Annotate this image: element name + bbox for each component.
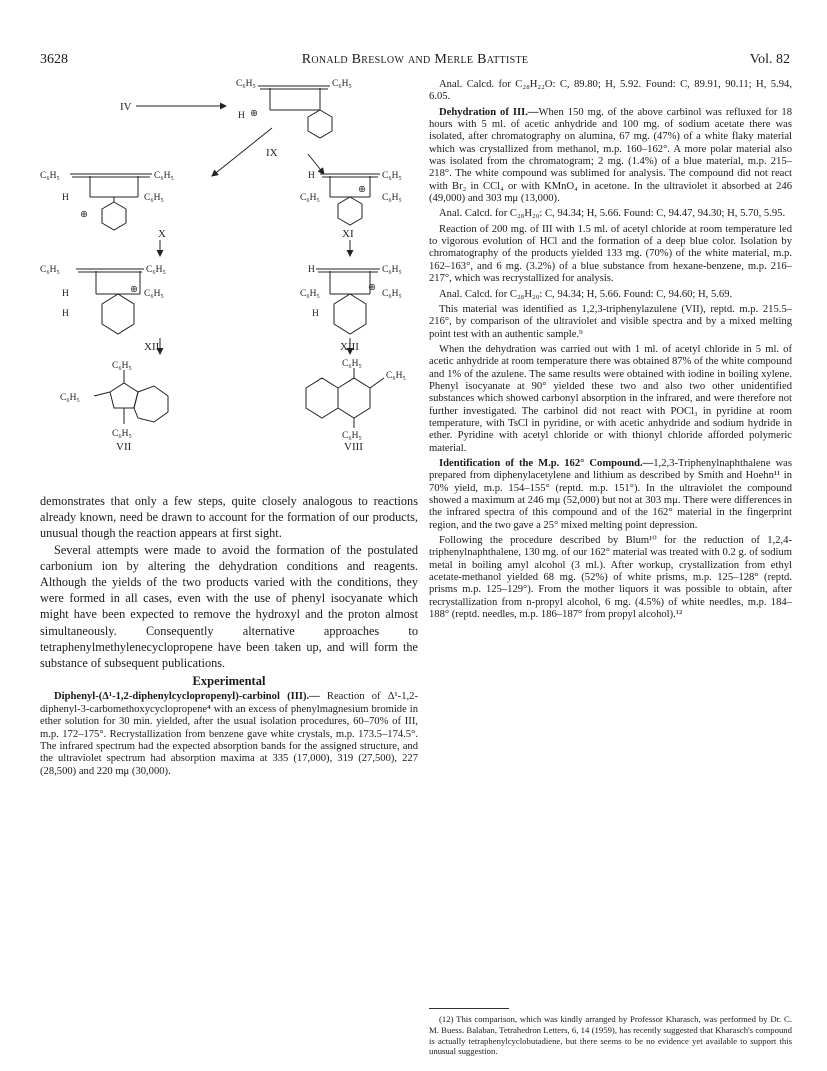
label-ix: IX: [266, 147, 278, 159]
volume-label: Vol. 82: [749, 52, 790, 67]
viii-ph-3: C₆H₅: [342, 431, 362, 441]
xii-ph-2: C₆H₅: [146, 265, 166, 275]
xi-ph-2: C₆H₅: [300, 193, 320, 203]
dehydration-title: Dehydration of III.—: [439, 106, 539, 118]
viii-ph-1: C₆H₅: [342, 359, 362, 369]
ix-ph-left: C₆H₅: [236, 79, 256, 89]
xiii-h-2: H: [312, 309, 319, 319]
viii-ph-2: C₆H₅: [386, 371, 406, 381]
vii-ph-3: C₆H₅: [112, 429, 132, 439]
x-plus: ⊕: [80, 210, 88, 220]
paragraph-attempts: Several attempts were made to avoid the formation of the postulated carbonium ion by altering the dehydration conditions and reagents. Although the yields of the two products varied with the conditions, they were formed in all cases, even with the use of phenyl isocyanate which might have been expected to remove the hydroxyl and the proton almost simultaneously. Consequently alternative approaches to tetraphenylmethylenecyclopropene have been taken up, and will form the substance of subsequent publications.: [40, 542, 418, 671]
x-ph-1: C₆H₅: [40, 171, 60, 181]
vii-ph-2: C₆H₅: [60, 393, 80, 403]
carbinol-body: Reaction of Δ¹-1,2-diphenyl-3-carbomethoxycyclopropene⁴ with an excess of phenylmagnesium bromide in ether solution for 30 min. yielded, after the usual isolation procedures, 60–70% of III, m.p. 172–175°. Recrystallization from benzene gave white crystals, m.p. 173.5–174.5°. The infrared spectrum had the expected absorption bands for the assigned structure, and the ultraviolet spectrum had absorption maxima at 335 (17,000), 319 (27,500), 227 (28,500) and 220 mμ (30,000).: [40, 691, 418, 777]
xi-h: H: [308, 171, 315, 181]
xii-h-2: H: [62, 309, 69, 319]
label-viii: VIII: [344, 441, 363, 453]
xi-plus: ⊕: [358, 185, 366, 195]
analysis-2: Anal. Calcd. for C₂₈H₂₀: C, 94.34; H, 5.66. Found: C, 94.47, 94.30; H, 5.70, 5.95.: [439, 208, 786, 220]
label-x: X: [158, 228, 166, 240]
label-xii: XII: [144, 341, 160, 353]
x-ph-2: C₆H₅: [154, 171, 174, 181]
footnote-12: (12) This comparison, which was kindly arranged by Professor Kharasch, was performed by Dr. C. M. Buess. Balaban, Tetrahedron Letters, 6, 14 (1959), has recently suggested that Kharasch's compound is actually tetraphenylcyclobutadiene, but there seems to be no evidence yet available to support this unusual suggestion.: [429, 1014, 792, 1057]
xiii-plus: ⊕: [368, 283, 376, 293]
paragraph-conclusion: demonstrates that only a few steps, quite closely analogous to reactions already known, need be drawn to account for the formation of our products, unusual though the reaction appears at first sight.: [40, 494, 418, 541]
x-ph-3: C₆H₅: [144, 193, 164, 203]
paragraph-dehydration-variants: When the dehydration was carried out with 1 ml. of acetyl chloride in 5 ml. of acetic anhydride at room temperature there was obtained 87% of the white compound and 1% of the azulene. The same results were obtained with iodine in boiling xylene. Phenyl isocyanate at 90° yielded these two and also two other unidentified substances which showed carbonyl absorption in the infrared, and were therefore not further investigated. The carbinol did not react with POCl₃ in pyridine at room temperature, with TsCl in pyridine, or with acetic anhydride and sodium hydride in ether. Pyridine with acetyl chloride or with thionyl chloride afforded polymeric material.: [429, 343, 792, 454]
paragraph-identified: This material was identified as 1,2,3-triphenylazulene (VII), reptd. m.p. 215.5–216°, by comparison of the ultraviolet and visible spectra and by a mixed melting point test with an authentic sample.⁹: [429, 303, 792, 340]
label-vii: VII: [116, 441, 132, 453]
reaction-scheme: [40, 72, 420, 462]
ix-plus: ⊕: [250, 109, 258, 119]
xii-ph-1: C₆H₅: [40, 265, 60, 275]
xii-h-1: H: [62, 289, 69, 299]
paragraph-dehydration: [429, 107, 792, 206]
xiii-ph-1: C₆H₅: [382, 265, 402, 275]
running-title: Ronald Breslow and Merle Battiste: [301, 52, 529, 67]
label-xi: XI: [342, 228, 354, 240]
identification-title: Identification of the M.p. 162° Compound.—: [439, 457, 654, 469]
ix-h: H: [238, 111, 245, 121]
paragraph-carbinol: [40, 691, 418, 778]
label-xiii: XIII: [340, 341, 359, 353]
page-header: [40, 52, 790, 72]
ix-ph-right: C₆H₅: [332, 79, 352, 89]
x-h: H: [62, 193, 69, 203]
carbinol-title: Diphenyl-(Δ¹-1,2-diphenylcyclopropenyl)-carbinol (III).—: [54, 691, 320, 703]
vii-ph-1: C₆H₅: [112, 361, 132, 371]
xiii-h-1: H: [308, 265, 315, 275]
analysis-3: Anal. Calcd. for C₂₈H₂₀: C, 94.34; H, 5.66. Found: C, 94.60; H, 5.69.: [439, 288, 733, 300]
page-number: 3628: [40, 52, 68, 67]
paragraph-identification: [429, 458, 792, 532]
right-column: [429, 79, 792, 624]
footnote-rule: [429, 1008, 509, 1009]
xii-plus: ⊕: [130, 285, 138, 295]
xi-ph-1: C₆H₅: [382, 171, 402, 181]
xii-ph-3: C₆H₅: [144, 289, 164, 299]
left-column: [40, 493, 418, 778]
xiii-ph-3: C₆H₅: [382, 289, 402, 299]
section-heading-experimental: Experimental: [192, 674, 266, 689]
analysis-1: Anal. Calcd. for C₂₈H₂₂O: C, 89.80; H, 5.92. Found: C, 89.91, 90.11; H, 5.94, 6.05.: [429, 79, 792, 103]
label-iv: IV: [120, 101, 132, 113]
paragraph-blum: Following the procedure described by Blum¹⁰ for the reduction of 1,2,4-triphenylnaphthalene, 130 mg. of our 162° material was treated with 0.2 g. of sodium metal in boiling amyl alcohol (3 ml.). After workup, crystallization from ethyl acetate-methanol yielded 68 mg. (52%) of white prisms, m.p. 125–128° (reptd. prisms m.p. 125–129°). From the mother liquors it was possible to obtain, after recrystallization from n-propyl alcohol, 6 mg. (4.5%) of white needles, m.p. 184–188° (reptd. needles, m.p. 186–187° from propyl alcohol).¹²: [429, 535, 792, 621]
dehydration-body: When 150 mg. of the above carbinol was refluxed for 18 hours with 5 ml. of acetic anhydride and 100 mg. of sodium acetate there was isolated, after chromatography on alumina, 67 mg. (47%) of a white flaky material which was crystallized from methanol, m.p. 160–162°. A more polar material also was isolated from the chromatogram; 2 mg. (1.4%) of a blue material, m.p. 215–218°. The white compound was sublimed for analysis. The compound did not react with Br₂ in CCl₄ or with KMnO₄ in acetone. In the ultraviolet it absorbed at 246 (49,000) and 303 mμ (13,000).: [429, 106, 792, 205]
xi-ph-3: C₆H₅: [382, 193, 402, 203]
paragraph-acetyl: Reaction of 200 mg. of III with 1.5 ml. of acetyl chloride at room temperature led to vigorous evolution of HCl and the formation of a deep blue color. Isolation by chromatography of the products yielded 133 mg. (70%) of the white material, m.p. 162–163°, and 6 mg. (3.2%) of a blue substance from hexane-benzene, m.p. 216–217°, which was recrystallized for analysis.: [429, 223, 792, 285]
xiii-ph-2: C₆H₅: [300, 289, 320, 299]
identification-body: 1,2,3-Triphenylnaphthalene was prepared from diphenylacetylene and lithium as described by Smith and Hoehn¹¹ in 70% yield, m.p. 154–155° (reptd. m.p. 151°). In the ultraviolet the compound showed a maximum at 246 mμ (52,000) but not at 303 mμ. There were differences in the infrared spectra of this compound and of the 162° material in the fingerprint region, and the two gave a 25° mixed melting point depression.: [429, 457, 793, 531]
